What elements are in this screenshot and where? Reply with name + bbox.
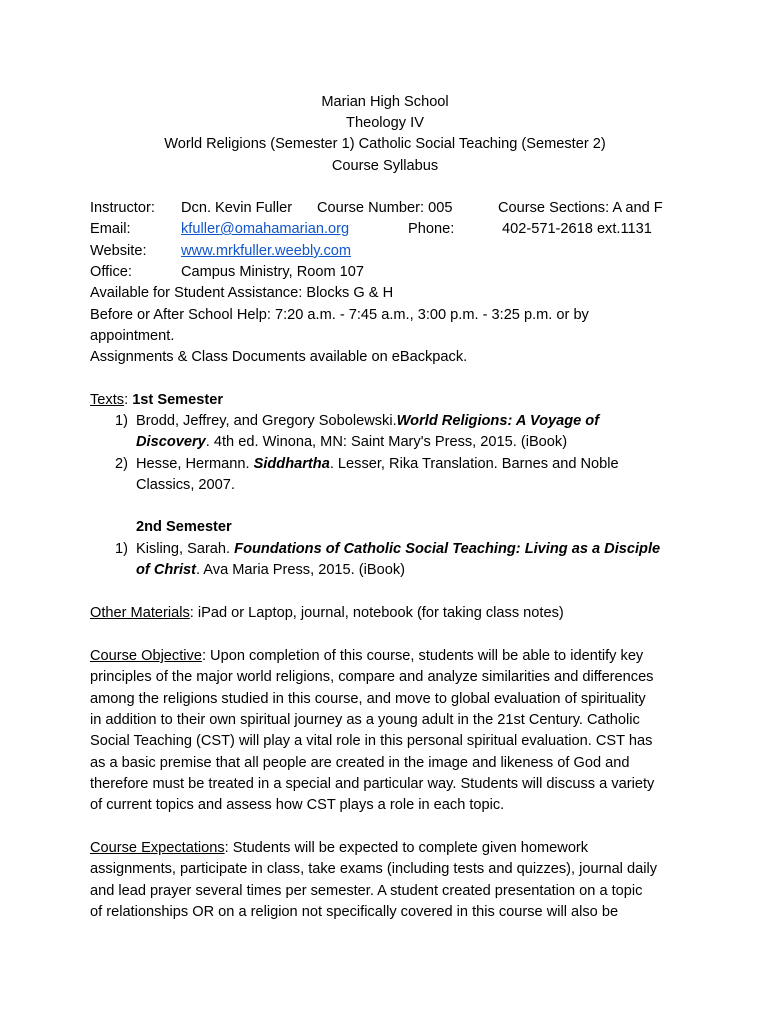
text-item2-title: Siddhartha (253, 456, 330, 472)
objective-line3: among the religions studied in this course, and move to global evaluation of spirituality (90, 691, 646, 707)
course-name: Theology IV (346, 115, 424, 131)
objective-line2: principles of the major world religions, compare and analyze similarities and differences (90, 669, 654, 685)
text-item2-number: 2) (115, 456, 128, 472)
text-item3-title: Foundations of Catholic Social Teaching: Living as a Disciple (234, 541, 661, 557)
semester-titles: World Religions (Semester 1) Catholic Social Teaching (Semester 2) (164, 136, 606, 152)
office-value: Campus Ministry, Room 107 (181, 264, 365, 280)
expectations-text-start: : Students will be expected to complete given homework (224, 840, 589, 856)
course-number: Course Number: 005 (317, 200, 453, 216)
materials-text: : iPad or Laptop, journal, notebook (for taking class notes) (189, 605, 564, 621)
phone-value: 402-571-2618 ext.1131 (502, 221, 652, 237)
expectations-line3: and lead prayer several times per semester. A student created presentation on a topic (90, 883, 643, 899)
expectations-line2: assignments, participate in class, take exams (including tests and quizzes), journal daily (90, 861, 657, 877)
materials-row (90, 603, 564, 623)
expectations-label: Course Expectations (90, 840, 225, 856)
objective-text-start: : Upon completion of this course, students will be able to identify key (201, 648, 644, 664)
materials-label: Other Materials (90, 605, 190, 621)
text-item3-pub: . Ava Maria Press, 2015. (iBook) (196, 562, 406, 578)
document-type: Course Syllabus (331, 158, 439, 174)
instructor-value: Dcn. Kevin Fuller (181, 200, 293, 216)
objective-label: Course Objective (90, 648, 202, 664)
text-item2-line1 (136, 454, 619, 474)
website-link[interactable]: www.mrkfuller.weebly.com (181, 243, 352, 259)
text-item3-author: Kisling, Sarah. (136, 541, 235, 557)
email-label: Email: (90, 221, 131, 237)
office-label: Office: (90, 264, 132, 280)
help-text-line1: Before or After School Help: 7:20 a.m. - 7:45 a.m., 3:00 p.m. - 3:25 p.m. or by (90, 307, 589, 323)
text-item1-number: 1) (115, 413, 128, 429)
website-label: Website: (90, 243, 147, 259)
email-link[interactable]: kfuller@omahamarian.org (181, 221, 350, 237)
objective-line7: therefore must be treated in a special and particular way. Students will discuss a variety (90, 776, 655, 792)
school-name: Marian High School (321, 94, 449, 110)
text-item3-line1 (136, 539, 660, 559)
objective-line8: of current topics and assess how CST plays a role in each topic. (90, 797, 505, 813)
semester2-title: 2nd Semester (136, 519, 232, 535)
objective-line4: in addition to their own spiritual journey as a young adult in the 21st Century. Catholic (90, 712, 640, 728)
instructor-label: Instructor: (90, 200, 155, 216)
texts-heading-row (90, 390, 223, 410)
expectations-line4: of relationships OR on a religion not specifically covered in this course will also be (90, 904, 619, 920)
course-sections: Course Sections: A and F (498, 200, 663, 216)
objective-line6: as a basic premise that all people are created in the image and likeness of God and (90, 755, 630, 771)
text-item2-pub: . Lesser, Rika Translation. Barnes and Noble (329, 456, 619, 472)
text-item1-title-end: Discovery (136, 434, 206, 450)
text-item1-line2 (136, 432, 567, 452)
objective-line5: Social Teaching (CST) will play a vital role in this personal spiritual evaluation. CST has (90, 733, 653, 749)
text-item2-line2: Classics, 2007. (136, 477, 235, 493)
text-item3-number: 1) (115, 541, 128, 557)
text-item2-author: Hesse, Hermann. (136, 456, 254, 472)
assistance-text: Available for Student Assistance: Blocks G & H (90, 285, 394, 301)
text-item1-pub: . 4th ed. Winona, MN: Saint Mary's Press, 2015. (iBook) (205, 434, 568, 450)
text-item3-title-end: of Christ (136, 562, 196, 578)
texts-label: Texts (90, 392, 125, 408)
phone-label: Phone: (408, 221, 455, 237)
expectations-line1 (90, 838, 588, 858)
text-item1-title: World Religions: A Voyage of (396, 413, 600, 429)
text-item1-line1 (136, 411, 599, 431)
text-item1-author: Brodd, Jeffrey, and Gregory Sobolewski. (136, 413, 397, 429)
semester1-title: 1st Semester (132, 392, 224, 408)
texts-colon: : (124, 392, 129, 408)
text-item3-line2 (136, 560, 405, 580)
assignments-text: Assignments & Class Documents available on eBackpack. (90, 349, 468, 365)
objective-line1 (90, 646, 643, 666)
help-text-line2: appointment. (90, 328, 175, 344)
